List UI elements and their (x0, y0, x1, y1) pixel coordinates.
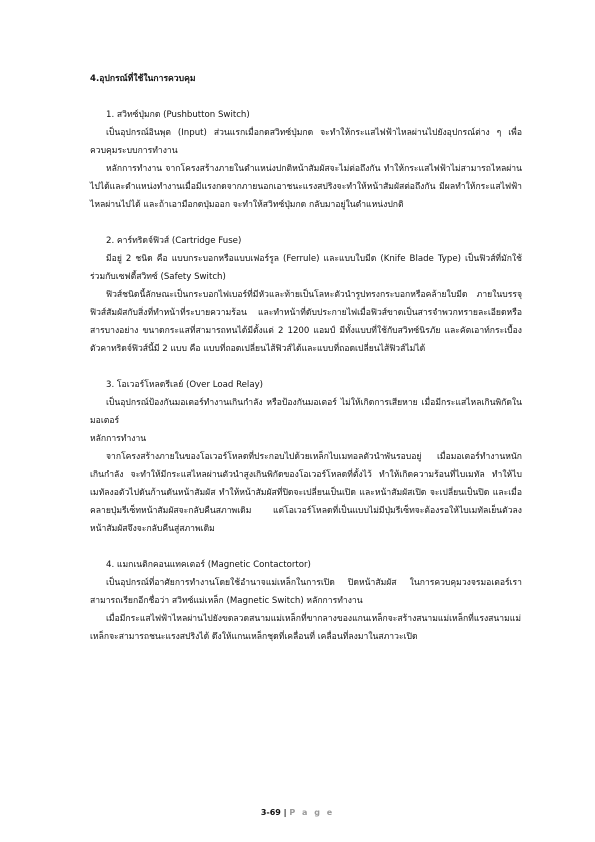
page-number: 3-69 (260, 808, 281, 817)
section-3-paragraph-1: เป็นอุปกรณ์ป้องกันมอเตอร์ทำงานเกินกำลัง หรือป้องกันมอเตอร์ ไม่ให้เกิดการเสียหาย เมื่อมีกระแสไหลเกินพิกัดในมอเตอร์ (90, 398, 522, 426)
section-2-paragraph-2: ฟิวส์ชนิดนี้ลักษณะเป็นกระบอกไฟเบอร์ที่มีหัวและท้ายเป็นโลหะตัวนำรูปทรงกระบอกหรือคล้ายใบมีด ภายในบรรจุฟิวส์สัมผัสกับสิ่งที่ทำหน้าที่ระบายความร้อน และทำหน้าที่ดับประกายไฟเมื่อฟิวส์ขาดเป็นสารจำพวกทรายละเอียดหรือสารบางอย่าง ขนาดกระแสที่สามารถทนได้มีตั้งแต่ 2 1200 แอมป์ มีทั้งแบบที่ใช้กับสวิทซ์นิรภัย และคัตเอาท์กระเบื้อง ตัวคาทริดจ์ฟิวส์นี้มี 2 แบบ คือ แบบที่ถอดเปลี่ยนไส้ฟิวส์ได้และแบบที่ถอดเปลี่ยนไส้ฟิวส์ไม่ได้ (90, 290, 522, 354)
section-4-title: 4. แมกเนติกคอนแทคเตอร์ (Magnetic Contactortor) (106, 560, 311, 570)
main-heading: 4.อุปกรณ์ที่ใช้ในการควบคุม (90, 74, 196, 84)
section-1-paragraph-2: หลักการทำงาน จากโครงสร้างภายในตำแหน่งปกติหน้าสัมผัสจะไม่ต่อถึงกัน ทำให้กระแสไฟฟ้าไม่สามารถไหลผ่านไปได้และตำแหน่งทำงานเมื่อมีแรงกดจากภายนอกเอาชนะแรงสปริงจะทำให้หน้าสัมผัสต่อถึงกัน มีผลทำให้กระแสไฟฟ้าไหลผ่านไปได้ และถ้าเอามือกดปุ่มออก จะทำให้สวิทซ์ปุ่มกด กลับมาอยู่ในตำแหน่งปกติ (90, 164, 522, 210)
document-body (90, 70, 522, 646)
page-footer (0, 808, 595, 817)
spacer (90, 358, 522, 376)
section-3-paragraph-2: จากโครงสร้างภายในของโอเวอร์โหลดที่ประกอบไปด้วยเหล็กไบเมทอลตัวนำพันรอบอยู่ เมื่อมอเตอร์ทำงานหนักเกินกำลัง จะทำให้มีกระแสไหลผ่านตัวนำสูงเกินพิกัดของโอเวอร์โหลดที่ตั้งไว้ ทำให้เกิดความร้อนที่ไบเมทัล ทำให้ไบเมทัลงอตัวไปดันก้านดันหน้าสัมผัส ทำให้หน้าสัมผัสที่ปิดจะเปลี่ยนเป็นเปิด และหน้าสัมผัสเปิด จะเปลี่ยนเป็นปิด และเมื่อคลายปุ่มรีเซ็ทหน้าสัมผัสจะกลับคืนสภาพเดิม แต่โอเวอร์โหลดที่เป็นแบบไม่มีปุ่มรีเซ็ทจะต้องรอให้ไบเมทัลเย็นตัวลง หน้าสัมผัสจึงจะกลับคืนสู่สภาพเดิม (90, 452, 522, 534)
footer-separator: | (283, 808, 287, 817)
spacer (90, 88, 522, 106)
section-1-title: 1. สวิทซ์ปุ่มกด (Pushbutton Switch) (106, 110, 250, 120)
page-word: P a g e (289, 808, 335, 817)
section-2-title: 2. คาร์ทริดจ์ฟิวส์ (Cartridge Fuse) (106, 236, 242, 246)
section-4-paragraph-2: เมื่อมีกระแสไฟฟ้าไหลผ่านไปยังขดลวดสนามแม่เหล็กที่ขากลางของแกนเหล็กจะสร้างสนามแม่เหล็กที่แรงสนามแม่เหล็กจะสามารถชนะแรงสปริงได้ ดึงให้แกนเหล็กชุดที่เคลื่อนที่ เคลื่อนที่ลงมาในสภาวะเปิด (90, 614, 522, 642)
spacer (90, 214, 522, 232)
section-4-paragraph-1: เป็นอุปกรณ์ที่อาศัยการทำงานโดยใช้อำนาจแม่เหล็กในการเปิด ปิดหน้าสัมผัส ในการควบคุมวงจรมอเตอร์เราสามารถเรียกอีกชื่อว่า สวิทซ์แม่เหล็ก (Magnetic Switch) หลักการทำงาน (90, 578, 522, 606)
section-3-subheading: หลักการทำงาน (90, 434, 147, 444)
section-1-paragraph-1: เป็นอุปกรณ์อินพุต (Input) ส่วนแรกเมื่อกดสวิทซ์ปุ่มกด จะทำให้กระแสไฟฟ้าไหลผ่านไปยังอุปกรณ์ต่าง ๆ เพื่อควบคุมระบบการทำงาน (90, 128, 522, 156)
spacer (90, 538, 522, 556)
section-3-title: 3. โอเวอร์โหลดรีเลย์ (Over Load Relay) (106, 380, 264, 390)
section-2-paragraph-1: มีอยู่ 2 ชนิด คือ แบบกระบอกหรือแบบเฟอร์รูล (Ferrule) และแบบใบมีด (Knife Blade Type) เป็นฟิวส์ที่มักใช้ร่วมกับเซฟตี้สวิทซ์ (Safety Switch) (90, 254, 522, 282)
